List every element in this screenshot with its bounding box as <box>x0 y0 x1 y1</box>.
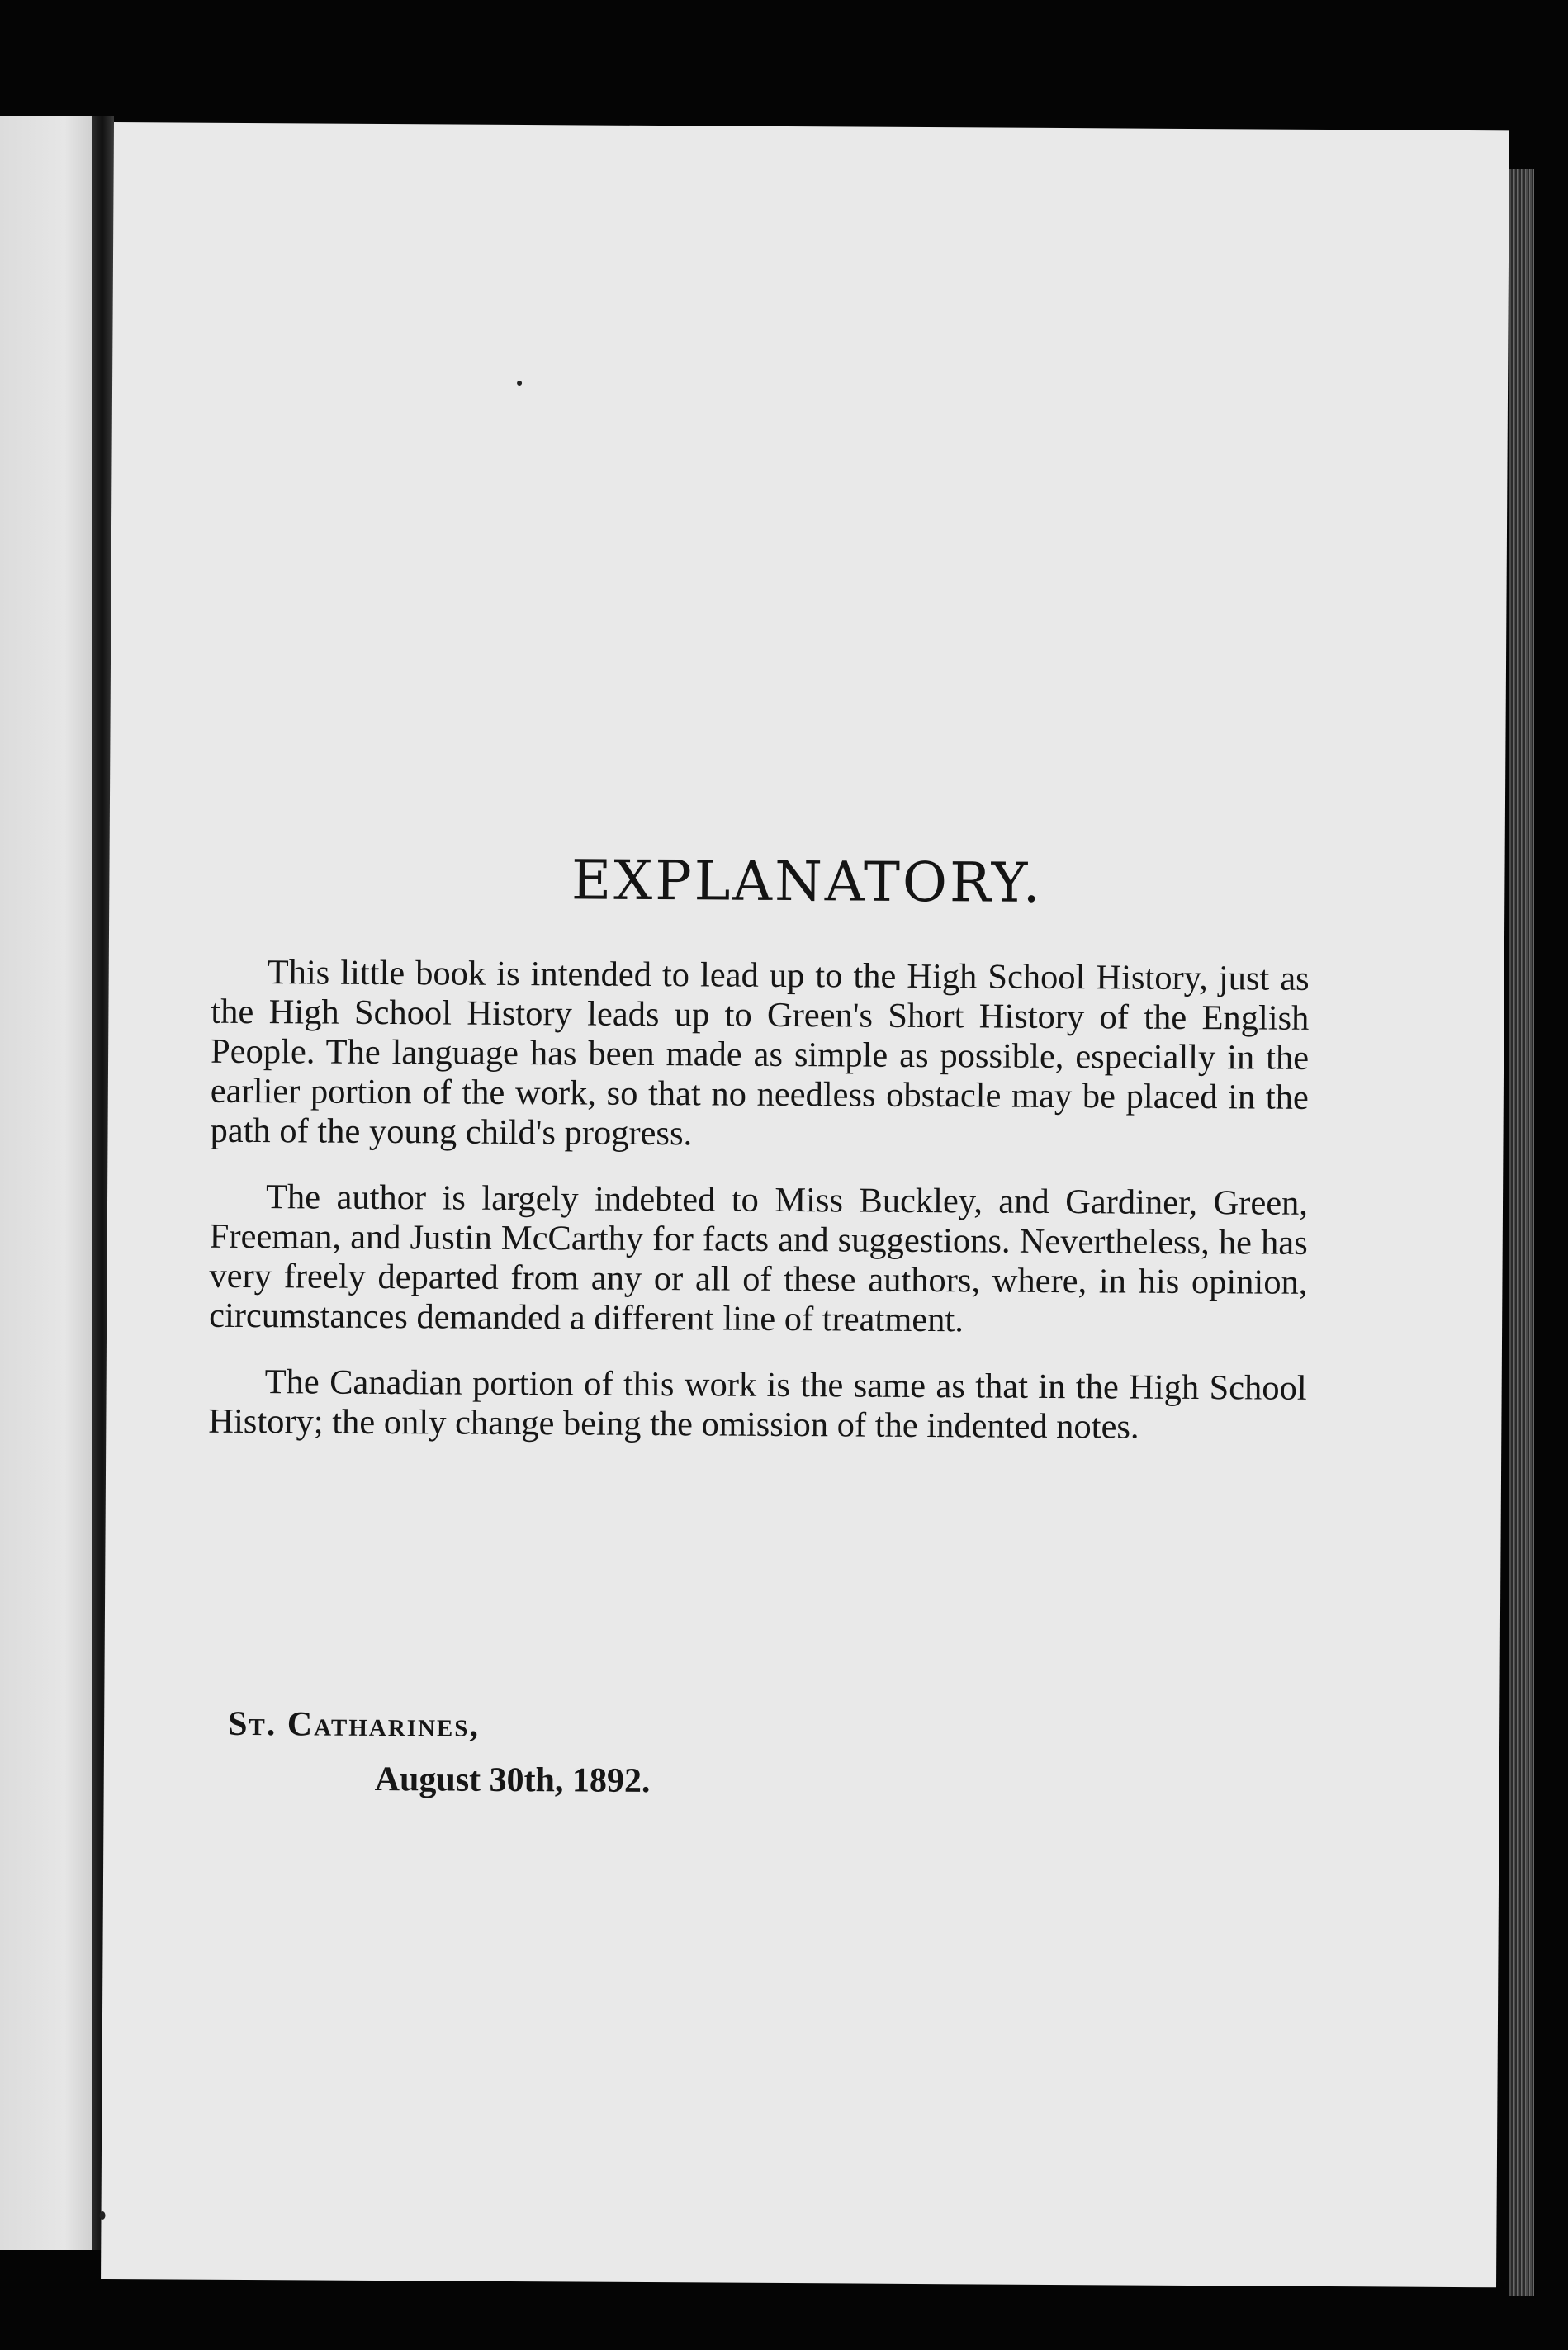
signoff-date: August 30th, 1892. <box>374 1760 651 1801</box>
facing-page-edge <box>0 116 92 2250</box>
page-edge-stack <box>1509 169 1534 2296</box>
signoff <box>228 1704 651 1801</box>
scan-speck <box>517 381 522 386</box>
body-text <box>208 953 1310 1475</box>
paragraph-1: This little book is intended to lead up to the High School History, just as the High School History leads up to Green's Short History of the English People. The language has been made as simple as possible, especially in the earlier portion of the work, so that no needless obstacle may be placed in the path of the young child's progress. <box>210 953 1310 1154</box>
book-page <box>101 122 1509 2287</box>
page-heading: EXPLANATORY. <box>571 848 1043 915</box>
paragraph-3: The Canadian portion of this work is the same as that in the High School History; the only change being the omission of the indented notes. <box>208 1362 1307 1447</box>
scan-speck <box>99 2211 105 2220</box>
paragraph-2: The author is largely indebted to Miss Buckley, and Gardiner, Green, Freeman, and Justin McCarthy for facts and suggestions. Nevertheless, he has very freely departed from any or all of these authors, where, in his opinion, circumstances demanded a different line of treatment. <box>209 1177 1309 1340</box>
signoff-place: St. Catharines, <box>228 1704 481 1745</box>
